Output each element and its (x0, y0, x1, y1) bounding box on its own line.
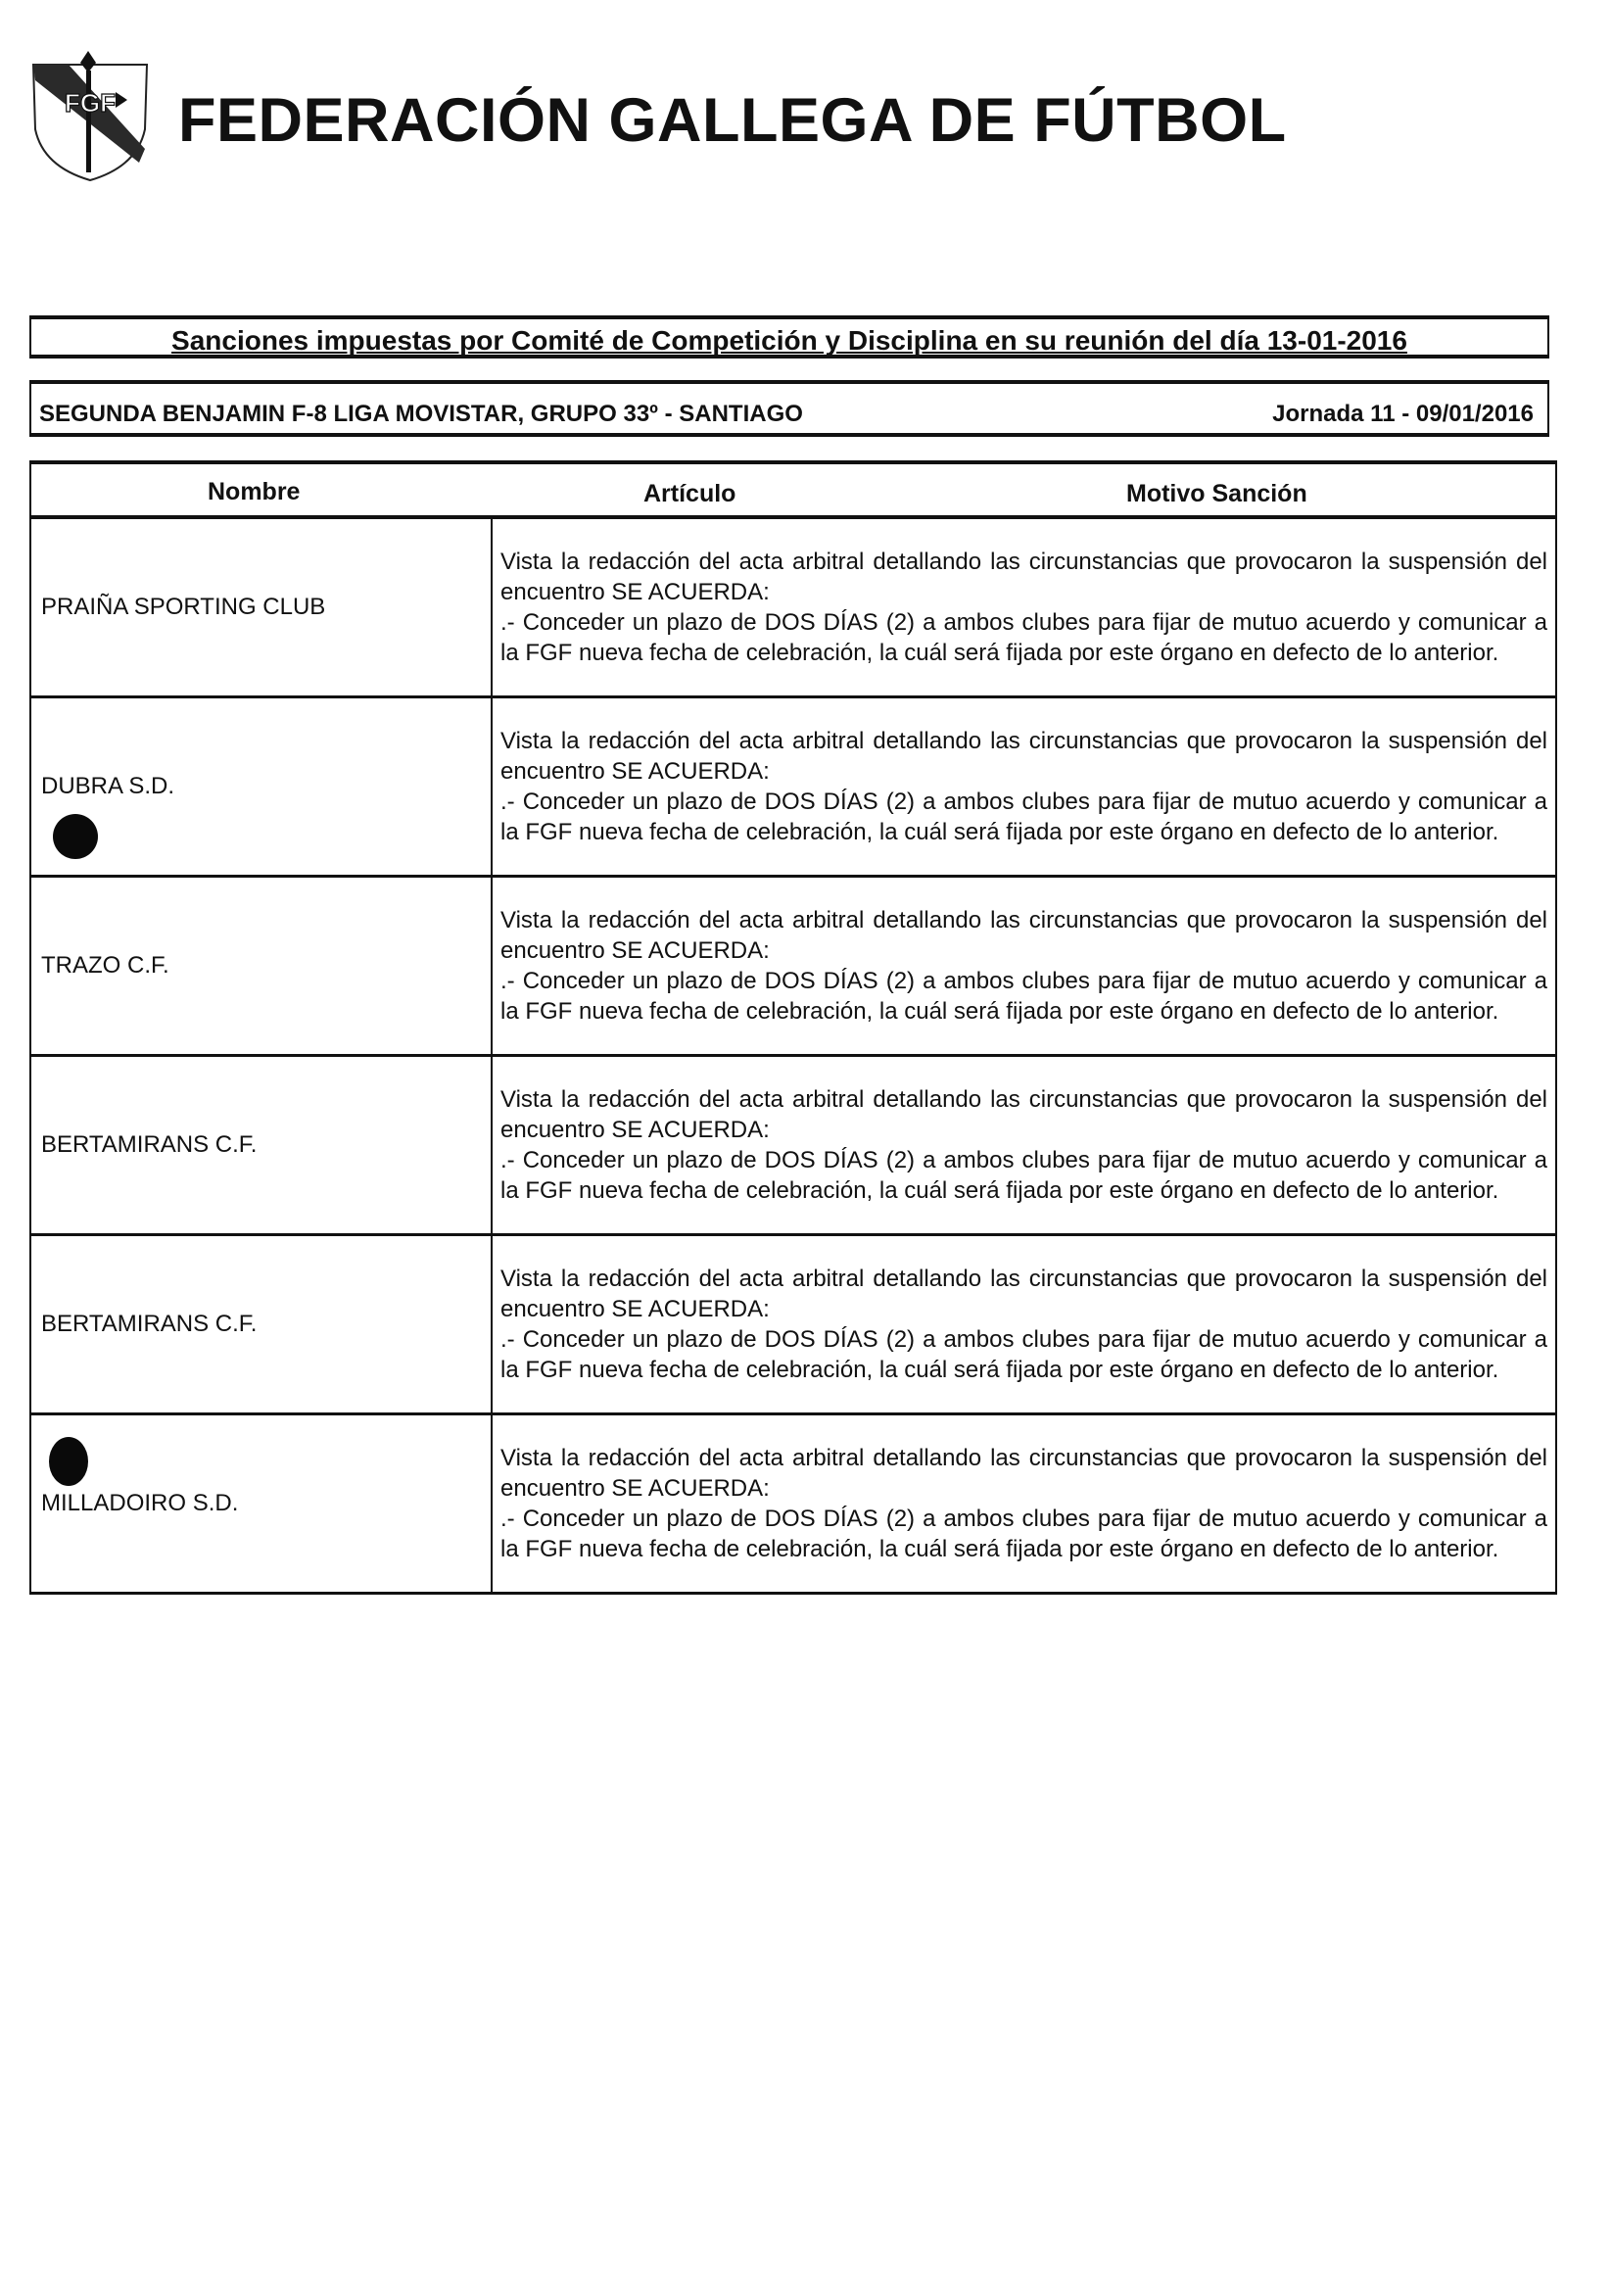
club-name: MILLADOIRO S.D. (41, 1490, 239, 1516)
sanction-reason (492, 697, 1556, 877)
reason-text: Vista la redacción del acta arbitral detallando las circunstancias que provocaron la suspensión del encuentro SE ACUERDA: (500, 1266, 1547, 1322)
agreement-text: .- Conceder un plazo de DOS DÍAS (2) a ambos clubes para fijar de mutuo acuerdo y comunicar a la FGF nueva fecha de celebración, la cuál será fijada por este órgano en defecto de lo anterior. (500, 1147, 1547, 1204)
agreement-text: .- Conceder un plazo de DOS DÍAS (2) a ambos clubes para fijar de mutuo acuerdo y comunicar a la FGF nueva fecha de celebración, la cuál será fijada por este órgano en defecto de lo anterior. (500, 789, 1547, 845)
table-header-row (30, 462, 1556, 517)
club-name: PRAIÑA SPORTING CLUB (30, 517, 492, 697)
svg-text:FGF: FGF (65, 88, 116, 118)
column-header-articulo: Artículo (643, 480, 736, 507)
sanctions-table (29, 460, 1557, 1595)
column-header-motivo: Motivo Sanción (1126, 480, 1307, 507)
sanction-reason (492, 517, 1556, 697)
club-name: DUBRA S.D. (41, 773, 175, 799)
sanction-reason (492, 877, 1556, 1056)
column-header-nombre: Nombre (208, 478, 301, 505)
agreement-text: .- Conceder un plazo de DOS DÍAS (2) a ambos clubes para fijar de mutuo acuerdo y comunicar a la FGF nueva fecha de celebración, la cuál será fijada por este órgano en defecto de lo anterior. (500, 968, 1547, 1025)
punch-hole-mark-icon (53, 814, 98, 859)
sanction-reason (492, 1235, 1556, 1414)
club-name: TRAZO C.F. (30, 877, 492, 1056)
organization-title: FEDERACIÓN GALLEGA DE FÚTBOL (178, 86, 1287, 155)
reason-text: Vista la redacción del acta arbitral detallando las circunstancias que provocaron la suspensión del encuentro SE ACUERDA: (500, 907, 1547, 964)
reason-text: Vista la redacción del acta arbitral detallando las circunstancias que provocaron la suspensión del encuentro SE ACUERDA: (500, 1445, 1547, 1502)
club-name: BERTAMIRANS C.F. (30, 1056, 492, 1235)
agreement-text: .- Conceder un plazo de DOS DÍAS (2) a ambos clubes para fijar de mutuo acuerdo y comunicar a la FGF nueva fecha de celebración, la cuál será fijada por este órgano en defecto de lo anterior. (500, 609, 1547, 666)
punch-hole-mark-icon (49, 1437, 88, 1486)
club-name-cell (30, 1414, 492, 1594)
table-row (30, 517, 1556, 697)
document-title: Sanciones impuestas por Comité de Competición y Disciplina en su reunión del día 13-01-2016 (171, 325, 1407, 356)
reason-text: Vista la redacción del acta arbitral detallando las circunstancias que provocaron la suspensión del encuentro SE ACUERDA: (500, 549, 1547, 605)
table-row (30, 1056, 1556, 1235)
agreement-text: .- Conceder un plazo de DOS DÍAS (2) a ambos clubes para fijar de mutuo acuerdo y comunicar a la FGF nueva fecha de celebración, la cuál será fijada por este órgano en defecto de lo anterior. (500, 1326, 1547, 1383)
title-box (29, 315, 1549, 359)
reason-text: Vista la redacción del acta arbitral detallando las circunstancias que provocaron la suspensión del encuentro SE ACUERDA: (500, 728, 1547, 785)
agreement-text: .- Conceder un plazo de DOS DÍAS (2) a ambos clubes para fijar de mutuo acuerdo y comunicar a la FGF nueva fecha de celebración, la cuál será fijada por este órgano en defecto de lo anterior. (500, 1506, 1547, 1562)
club-name: BERTAMIRANS C.F. (30, 1235, 492, 1414)
jornada-date: Jornada 11 - 09/01/2016 (1272, 401, 1534, 427)
sanction-reason (492, 1056, 1556, 1235)
competition-box (29, 380, 1549, 437)
table-row (30, 877, 1556, 1056)
table-row (30, 1235, 1556, 1414)
reason-text: Vista la redacción del acta arbitral detallando las circunstancias que provocaron la suspensión del encuentro SE ACUERDA: (500, 1086, 1547, 1143)
sanction-reason (492, 1414, 1556, 1594)
table-row (30, 697, 1556, 877)
club-name-cell (30, 697, 492, 877)
fgf-shield-logo-icon (29, 51, 157, 178)
table-row (30, 1414, 1556, 1594)
competition-name: SEGUNDA BENJAMIN F-8 LIGA MOVISTAR, GRUPO 33º - SANTIAGO (39, 401, 803, 427)
